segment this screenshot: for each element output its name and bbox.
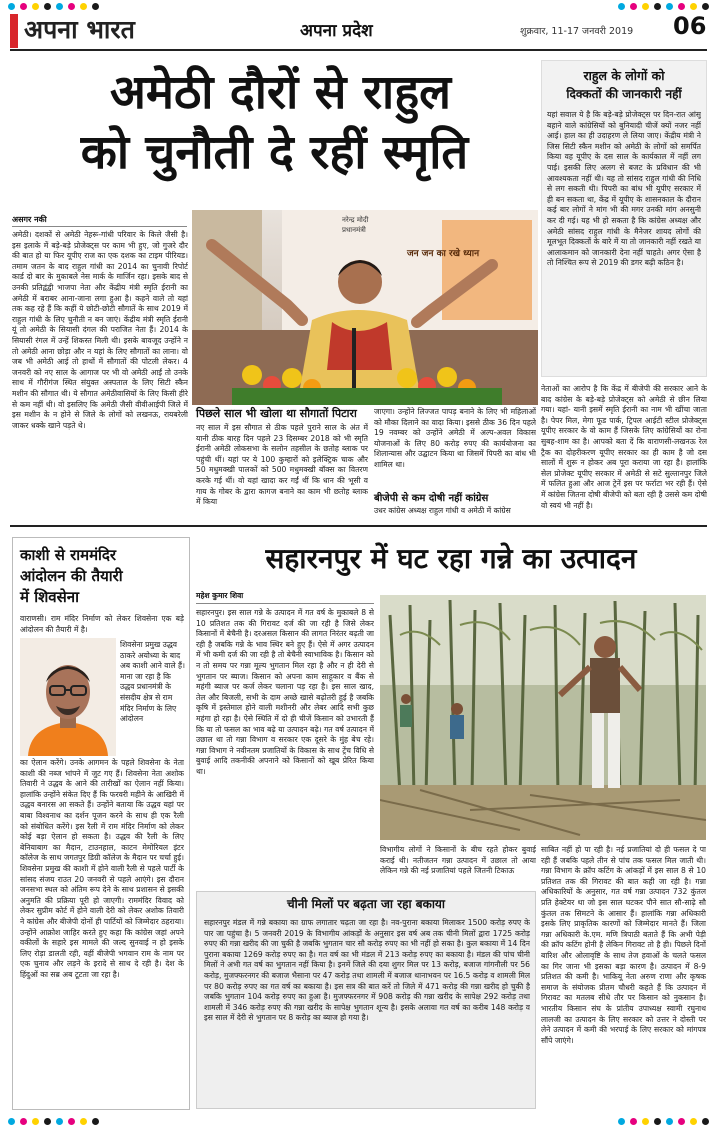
header-rule xyxy=(10,49,707,51)
lead-col3b: उधर कांग्रेस अध्यक्ष राहुल गांधी व अमेठी में कांग्रेस xyxy=(374,506,511,515)
sidebar-body: यहां सवाल ये है कि बड़े-बड़े प्रोजेक्ट्स पर दिन-रात आंसू बहाने वाले कांग्रेसियों को बुनियादी चीजें क्यों नजर नहीं आई। हाल का ही उदाहरण ले लिया जाए। केंद्रीय मंत्री ने जिस सिटी स्कैन मशीन को अमेठी के लोगों को समर्पित किया वह यूपीए के दस साल के कार्यकाल में नहीं लग पाई। इसकी लिए अलग से बजट के प्रविधान की भी आवश्यकता नहीं थी। यह तो सांसद राहुल गांधी की निधि से लग सकती थी। पिपरी का बांध भी यूपीए सरकार में ही बन सकता था, केंद्र में यूपीए के शासनकाल के दौरान कई बार लोगों ने मांग भी की मगर उनकी मांग अनसुनी कर दी गई। यह भी हो सकता है कि कांग्रेस अध्यक्ष और अमेठी सांसद राहुल गांधी के मैनेजर शायद लोगों की मूलभूत दिक्कतों के बारे में या तो जानकारी नहीं रखते या आलाकमान को जानकारी देना नहीं चाहते। अगर ऐसा है तो निश्चित रूप से 2019 की डगर बढ़ी कठिन है। xyxy=(547,110,701,268)
bottom-color-dots-right xyxy=(618,1118,709,1125)
shivsena-title-line2: आंदोलन की तैयारी xyxy=(20,567,123,585)
brand-red-bar xyxy=(10,14,18,48)
lead-col2: नए साल में इस सौगात से ठीक पहले पुराने साल के अंत में यानी ठीक बारह दिन पहले 23 दिसम्बर 2018 को भी स्मृति ईरानी अमेठी लोकसभा के सलोन तहसील के छतोह ब्लाक पर पहुंची थीं। यहां पर ये 100 कुम्हारों को इलेक्ट्रिक चाक और 50 मधुमक्खी पालकों को 500 मधुमक्खी बॉक्स का वितरण करके गई थीं। वो यहां खादा कर गईं थीं कि धान की भूसी व गाय के गोबर के द्वारा कागज बनाने का काम भी छतोह ब्लाक में किया xyxy=(196,423,368,507)
sugar-byline-rule xyxy=(196,603,374,604)
shivsena-beside-photo: शिवसेना प्रमुख उद्धव ठाकरे अयोध्या के बाद अब काशी आने वाले हैं। माना जा रहा है कि उद्धव प्रधानमंत्री के संसदीय क्षेत्र से राम मंदिर निर्माण के लिए आंदोलन xyxy=(120,640,185,724)
sugar-col2: विभागीय लोगों ने किसानों के बीच रहते होकर बुवाई कराई थी। नतीजतन गन्ना उत्पादन में उछाल तो आया लेकिन गन्ने की नई प्रजातियां पहले जितनी टिकाऊ xyxy=(380,845,536,876)
lead-bottom-rule xyxy=(10,525,707,527)
sugar-dues-title: चीनी मिलों पर बढ़ता जा रहा बकाया xyxy=(286,897,445,911)
top-color-dots xyxy=(8,3,99,10)
lead-byline-rule xyxy=(12,226,187,227)
sugar-headline: सहारनपुर में घट रहा गन्ने का उत्पादन xyxy=(265,542,637,575)
sugar-col3: साबित नहीं हो पा रही है। नई प्रजातियां दो ही फसल दे पा रही हैं जबकि पहले तीन से पांच तक फसल मिल जाती थी। गन्ना विभाग के क्रॉप कटिंग के आंकड़ों में इस साल 8 से 10 प्रतिशत तक की गिरावट की बात कही जा रही है। गन्ना अधिकारियों के अनुसार, गत वर्ष गन्ना उत्पादन 732 कुंतल प्रति हेक्टेयर था जो इस साल घटकर पौने सात सौ-साढ़े सौ कुंतल तक सिमटने के आसार हैं। हालांकि गन्ना अधिकारी इसके लिए प्राकृतिक कारणों को जिम्मेदार मानते हैं। जिला गन्ना अधिकारी के.एम. मणि त्रिपाठी बताते हैं कि अभी पेड़ी की क्रॉप कटिंग होनी है लेकिन गिरावट तो है ही। पिछले दिनों बारिश और ओलावृष्टि के साथ तेज हवाओं के चलते फसल का गिर जाना भी इसका बड़ा कारण है। उत्पादन में 8-9 प्रतिशत की कमी है। भाकियू नेता अरुण राणा और कृषक समाज के संयोजक प्रीतम चौधरी कहते हैं कि उत्पादन में गिरावट का मतलब सीधे तौर पर किसान को नुकसान है। भारतीय किसान संघ के प्रांतीय उपाध्यक्ष स्वामी रघुनाथ लालजी का उत्पादन के लिए सरकार को उत्तर ने दोस्ती पर लेने उत्पादन में कमी की भरपाई के लिए सरकार को मांगपत्र सौंपे जाएंगे। xyxy=(541,845,706,1045)
lead-byline: असगर नकी xyxy=(12,215,47,224)
lead-headline-line1: अमेठी दौरों से राहुल xyxy=(109,65,452,120)
sugar-col1: सहारनपुर। इस साल गन्ने के उत्पादन में गत वर्ष के मुकाबले 8 से 10 प्रतिशत तक की गिरावट दर्ज की जा रही है जिसे लेकर किसानों में बेचैनी है। दरअसल किसान की लागत निरंतर बढ़ती जा रही है जबकि गन्ने के भाव स्थिर बने हुए हैं। ऐसे में अगर उत्पादन में भी कमी दर्ज की जा रही है तो बेचैनी स्वाभाविक है। किसान को न तो समय पर गन्ना मूल्य भुगतान मिल रहा है और न ही देरी से भुगतान पर ब्याज। किसान को अपना काम साहूकार व बैंक से महंगी ब्याज पर कर्ज लेकर चलाना पड़ रहा है। इस साल खाद, तेल और बिजली, सभी के दाम अच्छे खासे बढ़ोतरी हुई है जबकि कृषि में इस्तेमाल होने वाली मशीनरी और लेबर आदि सभी कुछ महंगा हो रहा है। ऐसे स्थिति में दो ही चीजें किसान को उभारती हैं कि या तो फसल का भाव बढ़े या उत्पादन बढ़े। गत वर्ष उत्पादन में उछाल था तो गन्ना विभाग व सरकार एक दूसरे के मुंह बेच रहे। गन्ना विभाग ने नवीनतम प्रजातियों के विकास के साथ ट्रेंच विधि से बुवाई आदि तकनीकी अपनाने को किसानों को खूब प्रेरित किया था। xyxy=(196,608,374,776)
sidebar-title-line1: राहुल के लोगों को xyxy=(583,68,665,83)
shivsena-intro: वाराणसी। राम मंदिर निर्माण को लेकर शिवसेना एक बड़े आंदोलन की तैयारी में है। xyxy=(20,614,184,634)
page-number: 06 xyxy=(673,12,707,40)
sidebar-title-line2: दिक्कतों की जानकारी नहीं xyxy=(566,87,682,101)
shivsena-title-line1: काशी से राममंदिर xyxy=(20,546,117,564)
photo-sign-top: नरेन्द्र मोदी xyxy=(342,216,369,224)
issue-date: शुक्रवार, 11-17 जनवरी 2019 xyxy=(520,26,634,37)
bottom-color-dots xyxy=(8,1118,99,1125)
lead-col1: अमेठी। दशकों से अमेठी नेहरू-गांधी परिवार के किले जैसी है। इस इलाके में बड़े-बड़े प्रोजेक्ट्स पर काम भी हुए, जो गुजरे दौर की बात हो या फिर यूपीए राज का एक दशक का टाइम पीरियड। तमाम जतन के बाद राहुल गांधी का 2014 का चुनावी रिपोर्ट कार्ड दो बार के मुकाबले नेस मार्क के मार्जिन रहा। इसके बाद से उनकी प्रतिद्वंद्वी भाजपा नेता और केंद्रीय मंत्री स्मृति ईरानी का अमेठी में बराबर आना-जाना लगा हुआ है। कहने वाले तो यहां तक कह रहे हैं कि कहीं ये छोटी-छोटी सौगातें के साथ 2019 में राहुल गांधी के लिए चुनौती न बन जाएं। केंद्रीय मंत्री स्मृति ईरानी यूं तो अमेठी के सियासी दंगल की पराजित नेता हैं। 2014 के सियासी रंगल में उन्हें शिकस्त मिली थी। इसके बावजूद उन्होंने न तो अमेठी आना छोड़ा और न यहां के लिए सौगातों का लाना। वो जब भी अमेठी आई तो हाथों में सौगातों की पोटली लेकर। 4 जनवरी को नए साल के आगाज पर भी वो अमेठी आईं तो उनके साथ में गौरीगंज स्थित संयुक्त अस्पताल के लिए सिटी स्कैन मशीन की सौगात थी। ये सौगात अमेठीवासियों के लिए किसी हीरे से कम नहीं थी। वो इसलिए कि अमेठी जैसी वीवीआईपी जिले में इस मशीन के न होने से जिले के लोगों को लखनऊ, रायबरेली जाकर धक्के खाने पड़ते थे। xyxy=(12,230,188,430)
photo-sign-mid: प्रधानमंत्री xyxy=(342,226,366,234)
rally-photo-art xyxy=(192,210,538,405)
sugarcane-field-photo xyxy=(380,595,706,840)
lead-col3: जाएगा। उन्होंने लिज्जत पापड़ बनाने के लिए भी महिलाओं को मौका दिलाने का वादा किया। इससे ठीक 36 दिन पहले 19 नवम्बर को उन्होंने अमेठी में अल्प-अवल विकास योजनाओं के लिए 80 करोड़ रुपए की कार्ययोजना का शिलान्यास और उद्घाटन किया था जिसमें पिपरी का बांध भी शामिल था। xyxy=(374,407,536,469)
lead-subhead: बीजेपी से कम दोषी नहीं कांग्रेस xyxy=(374,493,489,504)
sugar-byline: महेश कुमार शिवा xyxy=(196,591,244,600)
photo-sign-bottom: जन जन का रखे ध्यान xyxy=(407,249,480,259)
uddhav-photo xyxy=(20,638,116,756)
photo-caption: पिछले साल भी खोला था सौगातों पिटारा xyxy=(196,407,357,420)
lead-headline-line2: को चुनौती दे रहीं स्मृति xyxy=(80,125,469,180)
sugar-dues-body: सहारनपुर मंडल में गन्ने बकाया का ग्राफ लगातार चढ़ता जा रहा है। नव-पुराना बकाया मिलाकर 1500 करोड़ रुपए के पार जा पहुंचा है। 5 जनवरी 2019 के विभागीय आंकड़ों के अनुसार इस वर्ष अब तक चीनी मिलों द्वारा 1725 करोड़ रुपए की गन्ना खरीद की जा चुकी है जबकि भुगतान चार सौ करोड़ रुपए का भी नहीं हो सका है। कुल बकाया में 14 दिन पुराना बकाया 1269 करोड़ रुपए का है। गत वर्ष का भी मंडल में 213 करोड़ रुपए का बकाया है। मंडल की पांच चीनी मिलों ने अभी गत वर्ष का भुगतान नहीं किया है। इनमें जिले की दया शुगर मिल पर 13 करोड़, बजाज गांगनौली पर 56 करोड़, मुजफ्फरनगर की बजाज भैसाना पर 47 करोड़ तथा शामली में बजाज थानाभवन पर 16.5 करोड़ व शामली मिल पर 80 करोड़ रुपए का गत वर्ष का बकाया है। इस सत्र की बात करें तो जिले में 471 करोड़ की गन्ना खरीद हो चुकी है जबकि भुगतान 104 करोड़ रुपए का हुआ है। मुजफ्फरनगर में 908 करोड़ की गन्ना खरीद के सापेक्ष 292 करोड़ तथा शामली में 346 करोड़ रुपए की गन्ना खरीद के सापेक्ष भुगतान शून्य है। इसके अलावा गत वर्ष का करीब 148 करोड़ व इस साल में देरी से भुगतान पर 8 करोड़ का ब्याज हो गया है। xyxy=(204,918,530,1023)
shivsena-title-line3: में शिवसेना xyxy=(20,588,79,606)
sugarcane-photo-art xyxy=(380,595,706,840)
lead-col4: नेताओं का आरोप है कि केंद्र में बीजेपी की सरकार आने के बाद कांग्रेस के बड़े-बड़े प्रोजेक्ट्स को अमेठी से छीन लिया गया। यहां- यानी इसमें स्मृति ईरानी का नाम भी खींचा जाता है। पेपर मिल, मेगा फूड पार्क, ट्रिपल आईटी स्टील प्रोजेक्ट्स यूपीए सरकार के वो काम हैं जिसके लिए कांग्रेसियों का रोना सुबह-शाम का है। आपको बता दें कि वाराणसी-लखनऊ रेल ट्रैक का दोहरीकरण यूपीए सरकार का ही काम है जो दस सालों में शुरू न होकर अब पूरा कराया जा रहा है। हालांकि सेल प्रोजेक्ट यूपीए सरकार में अमेठी से सटे सुल्तानपुर जिले में फलित हुआ और आज ट्रेनें इस पर फर्राटा भर रही हैं। ऐसे में कांग्रेस जितना दोषी बीजेपी को बता रही है उससे कम दोषी वो स्वयं भी नहीं है। xyxy=(541,384,707,510)
top-color-dots-right xyxy=(618,3,709,10)
smriti-rally-photo xyxy=(192,210,538,405)
section-title: अपना प्रदेश xyxy=(300,21,373,41)
uddhav-photo-art xyxy=(20,638,116,756)
shivsena-body: का ऐलान करेंगे। उनके आगमन के पहले शिवसेना के नेता काशी की नब्ज भांपने में जुट गए हैं। शिवसेना नेता अशोक तिवारी ने उद्धव के आने की तारीखों का ऐलान नहीं किया। हालांकि उन्होंने संकेत दिए हैं कि फरवरी महीने के आखिरी में उद्धव बनारस आ सकते हैं। उन्होंने बताया कि उद्धव यहां पर बाबा विश्वनाथ का दर्शन पूजन करने के साथ ही एक रैली को संबोधित करेंगे। इस रैली में राम मंदिर निर्माण को लेकर कोई बड़ा ऐलान हो सकता है। उद्धव की रैली के लिए बेनियाबाग का मैदान, टाउनहाल, काटन मेमोरियल इंटर कॉलेज के साथ जगतपुर डिग्री कॉलेज के मैदान पर चर्चा हुई। शिवसेना प्रमुख की काशी में होने वाली रैली से पहले पार्टी के सांसद संजय राउत 20 जनवरी से पहले आएंगे। इस दौरान जनसभा स्थल को अंतिम रूप देने के साथ प्रशासन से इसकी अनुमति की प्रक्रिया पूरी हो जाएगी। राममंदिर विवाद को लेकर सुप्रीम कोर्ट में होने वाली देरी को लेकर अशोक तिवारी ने कांग्रेस और बीजेपी दोनों ही पार्टियों को जिम्मेदार ठहराया। उन्होंने आक्रोश जाहिर करते हुए कहा कि कांग्रेस जहां अपने वकीलों के सहारे इस मामले की जल्द सुनवाई न हो इसके लिए रोड़ा डालती रही, वहीं बीजेपी भगवान राम के नाम पर एक चुनाव और लड़ने के इरादे से साथ दे रही है। देश के हिंदुओं का सब्र अब टूटता जा रहा है। xyxy=(20,758,184,979)
brand-logo: अपना भारत xyxy=(24,15,135,44)
